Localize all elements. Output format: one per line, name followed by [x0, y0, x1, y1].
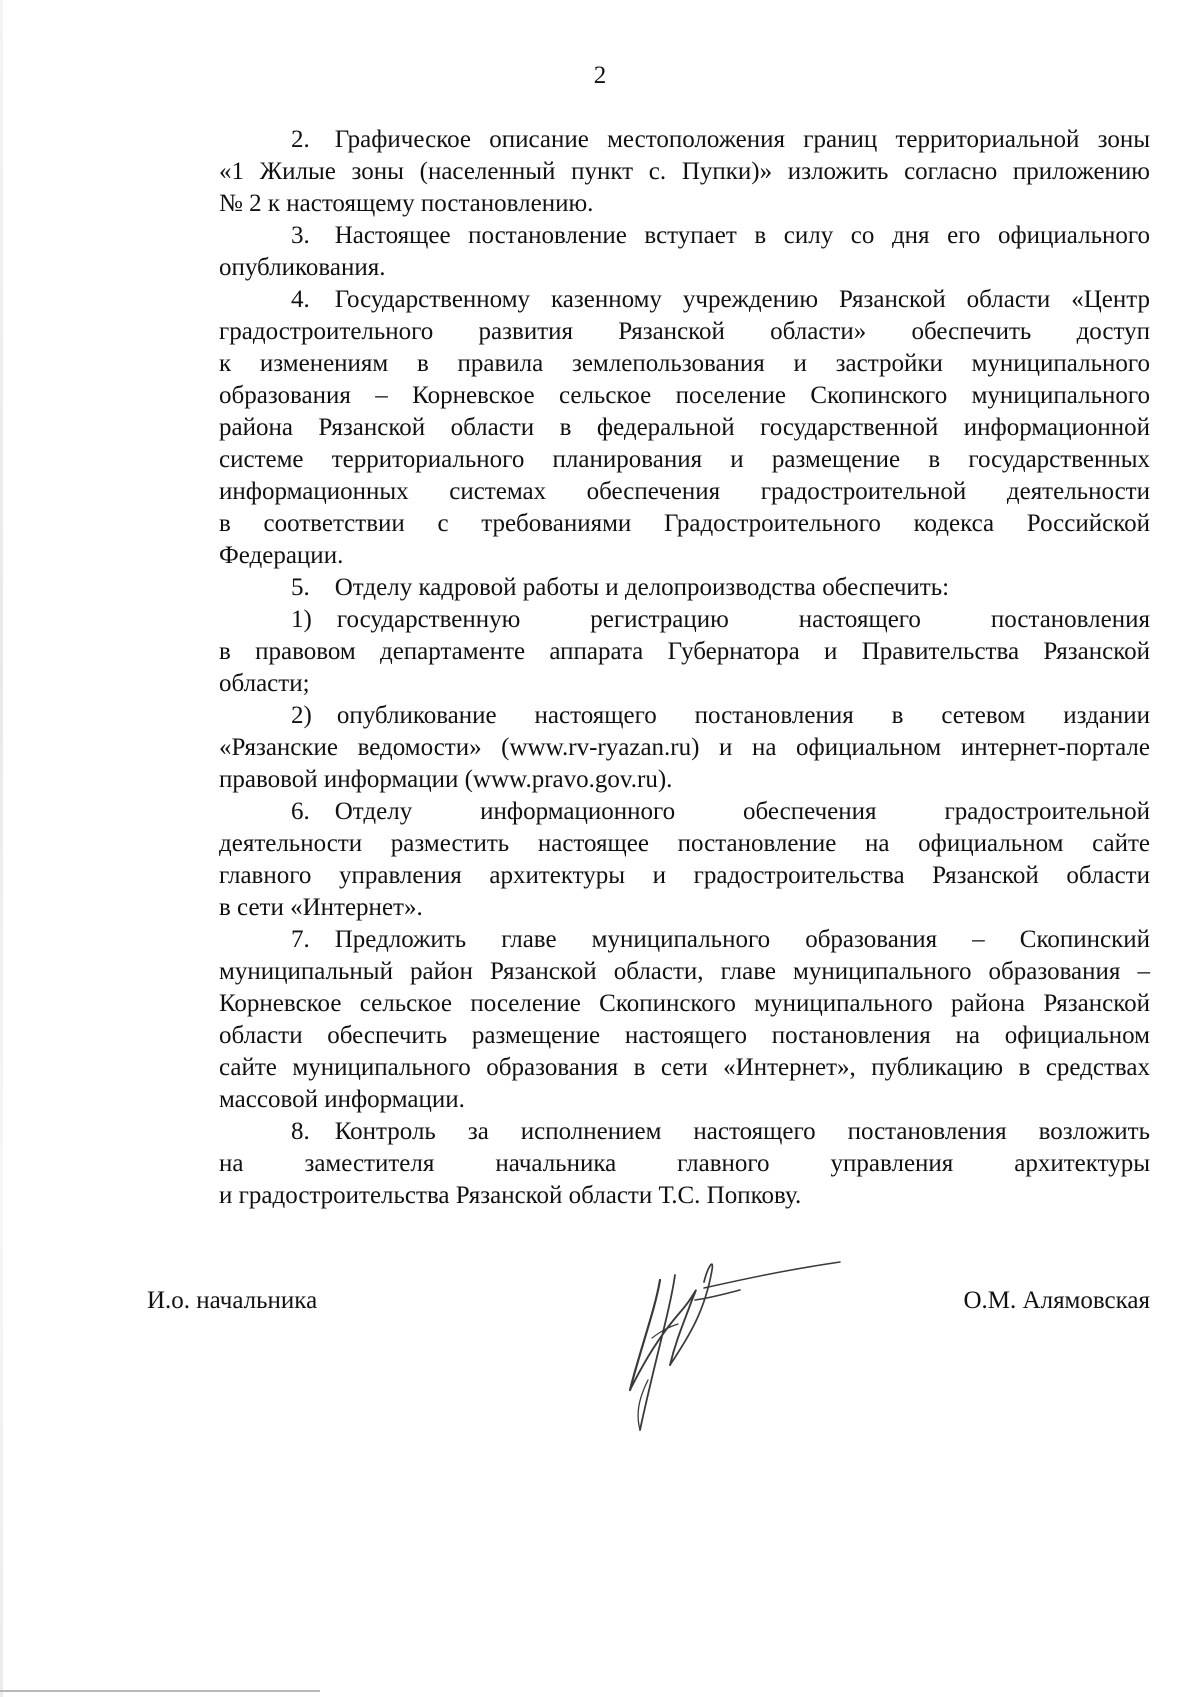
paragraph-line: 4. Государственному казенному учреждению Рязанской области «Центр: [291, 286, 1150, 313]
paragraph-6: [147, 796, 1150, 924]
paragraph-line: 7. Предложить главе муниципального образования – Скопинский: [291, 926, 1150, 953]
paragraph-3: [147, 220, 1150, 284]
document-body: [147, 124, 1150, 1212]
paragraph-line: 2) опубликование настоящего постановления в сетевом издании: [291, 702, 1150, 729]
paragraph-line: «Рязанские ведомости» (www.rv-ryazan.ru) и на официальном интернет-портале: [219, 734, 1150, 761]
paragraph-line: к изменениям в правила землепользования и застройки муниципального: [219, 350, 1150, 377]
scan-edge-shadow: [0, 0, 3, 1697]
paragraph-line: 6. Отделу информационного обеспечения градостроительной: [291, 798, 1150, 825]
paragraph-line: Корневское сельское поселение Скопинского муниципального района Рязанской: [219, 990, 1150, 1017]
page-number: 2: [593, 62, 607, 89]
paragraph-line: «1 Жилые зоны (населенный пункт с. Пупки)» изложить согласно приложению: [219, 158, 1150, 185]
paragraph-line: района Рязанской области в федеральной государственной информационной: [219, 414, 1150, 441]
paragraph-line: главного управления архитектуры и градостроительства Рязанской области: [219, 862, 1150, 889]
scan-bottom-edge: [0, 1690, 320, 1692]
paragraph-line: области обеспечить размещение настоящего постановления на официальном: [219, 1022, 1150, 1049]
paragraph-7: [147, 924, 1150, 1116]
paragraph-line: области;: [219, 670, 310, 697]
paragraph-line: в правовом департаменте аппарата Губернатора и Правительства Рязанской: [219, 638, 1150, 665]
paragraph-line: информационных системах обеспечения градостроительной деятельности: [219, 478, 1150, 505]
paragraph-line: 8. Контроль за исполнением настоящего постановления возложить: [291, 1118, 1150, 1145]
paragraph-line: 3. Настоящее постановление вступает в силу со дня его официального: [291, 222, 1150, 249]
signature-block: [147, 1285, 1150, 1325]
paragraph-5-2: [147, 700, 1150, 796]
paragraph-line: сайте муниципального образования в сети «Интернет», публикацию в средствах: [219, 1054, 1150, 1081]
paragraph-line: муниципальный район Рязанской области, главе муниципального образования –: [219, 958, 1150, 985]
paragraph-4: [147, 284, 1150, 572]
paragraph-line: на заместителя начальника главного управления архитектуры: [219, 1150, 1150, 1177]
paragraph-line: и градостроительства Рязанской области Т.С. Попкову.: [219, 1182, 802, 1209]
signatory-position: И.о. начальника: [147, 1287, 318, 1314]
paragraph-line: опубликования.: [219, 254, 386, 281]
paragraph-line: деятельности разместить настоящее постановление на официальном сайте: [219, 830, 1150, 857]
paragraph-line: в соответствии с требованиями Градостроительного кодекса Российской: [219, 510, 1150, 537]
paragraph-line: Федерации.: [219, 542, 344, 569]
paragraph-line: образования – Корневское сельское поселение Скопинского муниципального: [219, 382, 1150, 409]
paragraph-line: массовой информации.: [219, 1086, 465, 1113]
paragraph-5-1: [147, 604, 1150, 700]
paragraph-line: правовой информации (www.pravo.gov.ru).: [219, 766, 673, 793]
paragraph-line: 5. Отделу кадровой работы и делопроизводства обеспечить:: [291, 574, 950, 601]
paragraph-line: системе территориального планирования и размещение в государственных: [219, 446, 1150, 473]
paragraph-2: [147, 124, 1150, 220]
paragraph-8: [147, 1116, 1150, 1212]
paragraph-5: [147, 572, 1150, 604]
paragraph-line: № 2 к настоящему постановлению.: [219, 190, 594, 217]
paragraph-line: 1) государственную регистрацию настоящего постановления: [291, 606, 1150, 633]
signatory-name: О.М. Алямовская: [963, 1287, 1150, 1314]
handwritten-signature-icon: [600, 1240, 860, 1440]
paragraph-line: в сети «Интернет».: [219, 894, 423, 921]
paragraph-line: 2. Графическое описание местоположения границ территориальной зоны: [291, 126, 1150, 153]
paragraph-line: градостроительного развития Рязанской области» обеспечить доступ: [219, 318, 1150, 345]
